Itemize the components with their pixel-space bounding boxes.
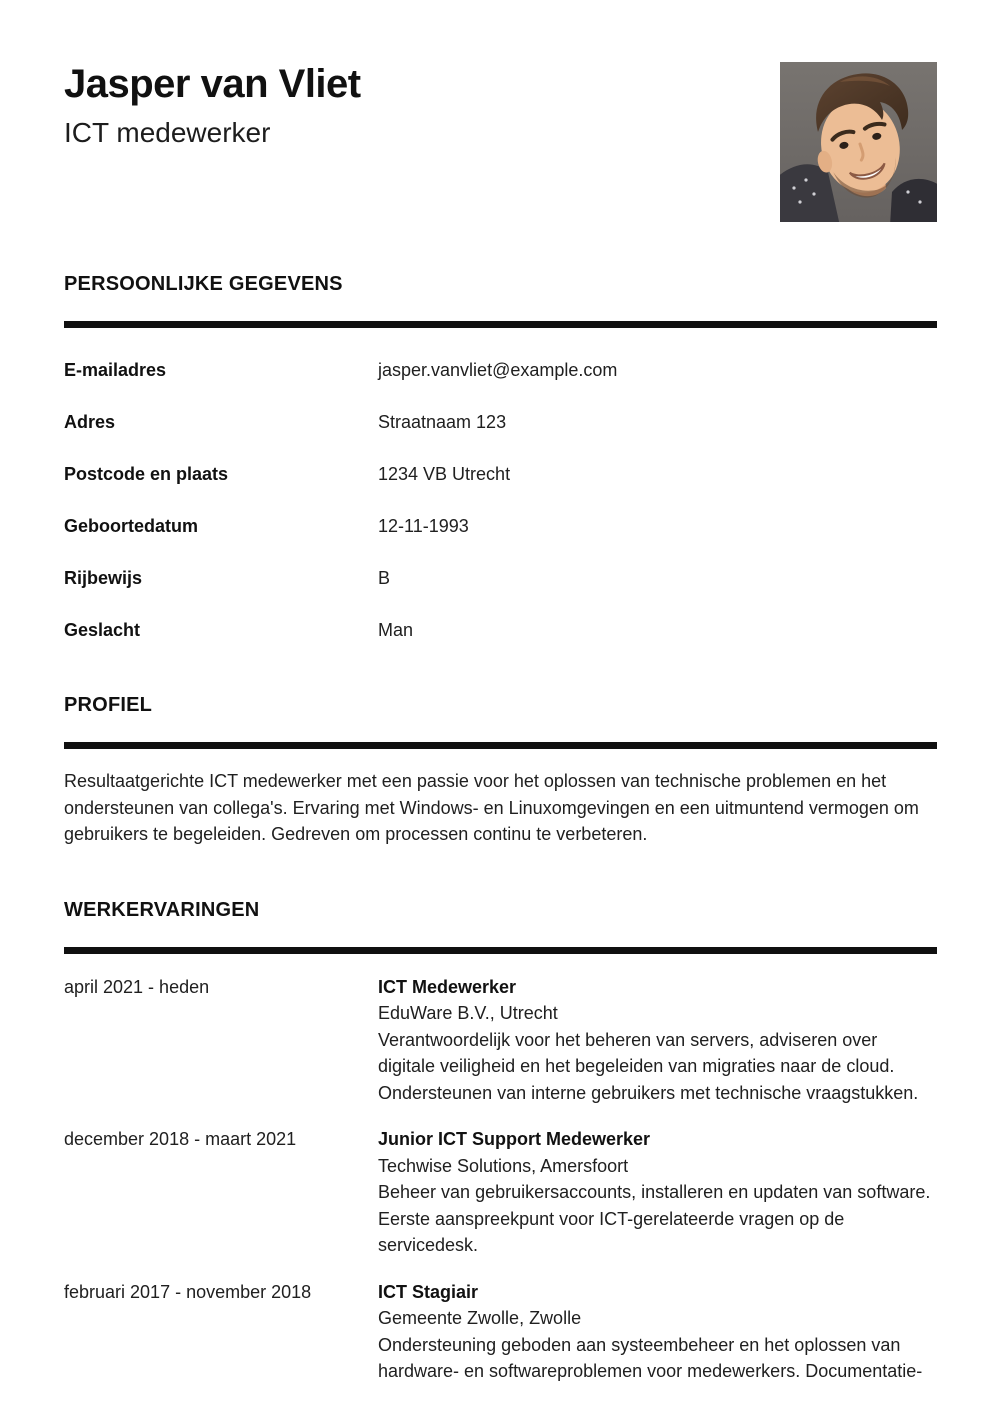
- personal-table: [64, 359, 937, 641]
- table-row: [64, 411, 937, 433]
- row-value: jasper.vanvliet@example.com: [378, 360, 618, 380]
- experience-entry: [64, 1126, 937, 1259]
- row-label: Geboortedatum: [64, 516, 199, 536]
- section-rule: [64, 742, 937, 749]
- personal-heading: PERSOONLIJKE GEGEVENS: [64, 273, 343, 295]
- row-value: 12-11-1993: [378, 516, 469, 536]
- entry-role: ICT Medewerker: [378, 976, 517, 997]
- entry-body: [378, 1279, 937, 1385]
- table-row: [64, 619, 937, 641]
- row-label: Geslacht: [64, 620, 141, 640]
- entry-role: ICT Stagiair: [378, 1281, 479, 1302]
- row-label: Postcode en plaats: [64, 464, 229, 484]
- entry-body: [378, 1126, 937, 1259]
- header: [64, 60, 937, 222]
- row-label: Rijbewijs: [64, 568, 143, 588]
- header-text: [64, 60, 361, 150]
- profile-photo: [780, 62, 937, 222]
- table-row: [64, 515, 937, 537]
- table-row: [64, 359, 937, 381]
- section-experience: [64, 898, 937, 1385]
- row-value: B: [378, 568, 391, 588]
- row-value: 1234 VB Utrecht: [378, 464, 511, 484]
- profile-text: Resultaatgerichte ICT medewerker met een passie voor het oplossen van technische problemen en het ondersteunen van collega's. Ervaring met Windows- en Linuxomgevingen en een uitmuntend vermogen om gebruikers te begeleiden. Gedreven om processen continu te verbeteren.: [64, 771, 919, 844]
- row-value: Man: [378, 620, 414, 640]
- candidate-name: Jasper van Vliet: [64, 62, 361, 106]
- entry-description: Verantwoordelijk voor het beheren van servers, adviseren over digitale veiligheid en het begeleiden van migraties naar de cloud. Ondersteunen van interne gebruikers met technische vraagstukken.: [378, 1029, 919, 1103]
- experience-entries: [64, 974, 937, 1385]
- section-rule: [64, 321, 937, 328]
- experience-entry: [64, 974, 937, 1107]
- entry-period: december 2018 - maart 2021: [64, 1129, 297, 1149]
- entry-role: Junior ICT Support Medewerker: [378, 1129, 651, 1149]
- entry-period: februari 2017 - november 2018: [64, 1281, 312, 1302]
- row-label: E-mailadres: [64, 360, 167, 380]
- entry-company: EduWare B.V., Utrecht: [378, 1003, 558, 1023]
- section-rule: [64, 947, 937, 954]
- row-label: Adres: [64, 412, 116, 432]
- entry-company: Techwise Solutions, Amersfoort: [378, 1155, 629, 1176]
- profile-heading: PROFIEL: [64, 694, 153, 716]
- entry-body: [378, 974, 937, 1107]
- row-value: Straatnaam 123: [378, 412, 507, 432]
- candidate-title: ICT medewerker: [64, 117, 271, 148]
- table-row: [64, 567, 937, 589]
- section-personal: [64, 272, 937, 641]
- table-row: [64, 463, 937, 485]
- entry-description: Ondersteuning geboden aan systeembeheer en het oplossen van hardware- en softwareproblemen voor medewerkers. Documentatie-: [378, 1334, 923, 1381]
- entry-company: Gemeente Zwolle, Zwolle: [378, 1308, 582, 1328]
- section-profile: [64, 693, 937, 848]
- experience-heading: WERKERVARINGEN: [64, 898, 260, 921]
- entry-description: Beheer van gebruikersaccounts, installeren en updaten van software. Eerste aanspreekpunt voor ICT-gerelateerde vragen op de servicedesk.: [378, 1182, 931, 1255]
- experience-entry: [64, 1279, 937, 1385]
- entry-period: april 2021 - heden: [64, 976, 210, 997]
